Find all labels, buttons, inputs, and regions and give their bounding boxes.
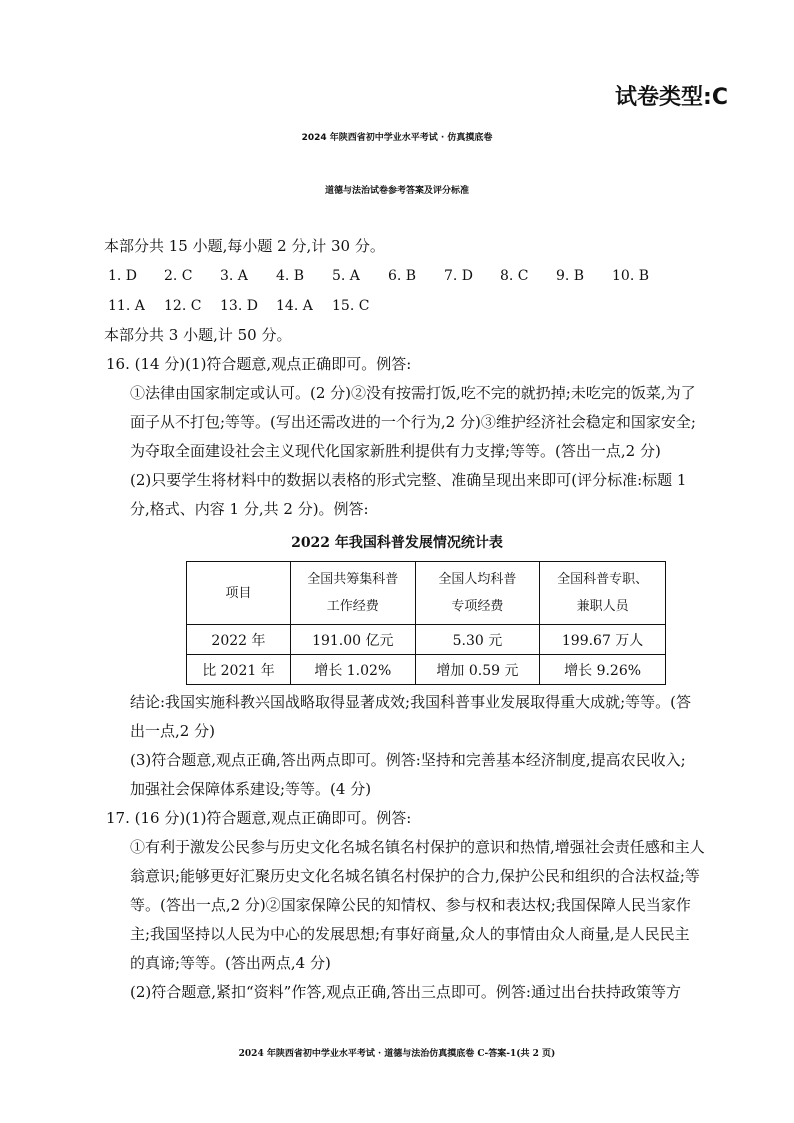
exam-title: 2024 年陕西省初中学业水平考试 · 仿真摸底卷 <box>301 133 493 143</box>
table-header-cell <box>415 562 540 625</box>
header-line: 工作经费 <box>326 599 379 614</box>
q17-line: 的真谛;等等。(答出两点,4 分) <box>130 954 331 972</box>
q17-line: (2)符合题意,紧扣“资料”作答,观点正确,答出三点即可。例答:通过出台扶持政策等方 <box>130 983 681 1001</box>
exam-subtitle: 道德与法治试卷参考答案及评分标准 <box>324 186 469 196</box>
q17-line: 17. (16 分)(1)符合题意,观点正确即可。例答: <box>106 809 412 827</box>
answer-item: 15. C <box>332 298 370 314</box>
answer-item: 10. B <box>612 268 650 284</box>
q17-line: 翁意识;能够更好汇聚历史文化名城名镇名村保护的合力,保护公民和组织的合法权益;等 <box>130 867 700 885</box>
header-line: 全国共筹集科普 <box>307 572 399 587</box>
answer-item: 2. C <box>164 268 193 284</box>
q17-line: 主;我国坚持以人民为中心的发展思想;有事好商量,众人的事情由众人商量,是人民民主 <box>130 925 690 943</box>
part1-intro: 本部分共 15 小题,每小题 2 分,计 30 分。 <box>104 237 385 255</box>
table-cell: 199.67 万人 <box>540 625 666 655</box>
header-line: 专项经费 <box>451 599 504 614</box>
answer-item: 11. A <box>108 298 145 314</box>
q16-line: 分,格式、内容 1 分,共 2 分)。例答: <box>130 500 369 518</box>
answers-row-1 <box>108 266 668 286</box>
header-line: 全国科普专职、 <box>557 572 649 587</box>
table-title: 2022 年我国科普发展情况统计表 <box>291 535 503 551</box>
table-cell: 增长 9.26% <box>540 655 666 685</box>
header-line: 全国人均科普 <box>438 572 517 587</box>
part2-intro: 本部分共 3 小题,计 50 分。 <box>104 326 292 344</box>
q16-line: 加强社会保障体系建设;等等。(4 分) <box>130 780 372 798</box>
table-cell: 增长 1.02% <box>290 655 415 685</box>
q17-line: ①有利于激发公民参与历史文化名城名镇名村保护的意识和热情,增强社会责任感和主人 <box>130 838 705 856</box>
answer-item: 3. A <box>220 268 248 284</box>
exam-type-label: 试卷类型:C <box>615 85 728 110</box>
table-row <box>187 625 666 655</box>
header-line: 兼职人员 <box>576 599 629 614</box>
q16-line: 为夺取全面建设社会主义现代化国家新胜利提供有力支撑;等等。(答出一点,2 分) <box>130 442 661 460</box>
statistics-table <box>186 561 666 685</box>
answer-item: 14. A <box>276 298 313 314</box>
q16-line: (3)符合题意,观点正确,答出两点即可。例答:坚持和完善基本经济制度,提高农民收入; <box>130 751 686 769</box>
answer-item: 5. A <box>332 268 360 284</box>
table-header-cell <box>290 562 415 625</box>
table-cell: 比 2021 年 <box>187 655 291 685</box>
table-cell: 2022 年 <box>187 625 291 655</box>
answer-item: 7. D <box>444 268 474 284</box>
q16-line: 面子从不打包;等等。(写出还需改进的一个行为,2 分)③维护经济社会稳定和国家安全; <box>130 413 696 431</box>
answer-item: 9. B <box>556 268 585 284</box>
table-header-cell <box>540 562 666 625</box>
q16-line: 出一点,2 分) <box>130 722 215 740</box>
q16-line: (2)只要学生将材料中的数据以表格的形式完整、准确呈现出来即可(评分标准:标题 1 <box>130 471 687 489</box>
q16-line: ①法律由国家制定或认可。(2 分)②没有按需打饭,吃不完的就扔掉;未吃完的饭菜,为了 <box>130 384 696 402</box>
table-header-cell: 项目 <box>187 562 291 625</box>
table-cell: 增加 0.59 元 <box>415 655 540 685</box>
answer-item: 12. C <box>164 298 202 314</box>
page-footer: 2024 年陕西省初中学业水平考试 · 道德与法治仿真摸底卷 C-答案-1(共 2 页) <box>238 1049 556 1059</box>
answer-item: 6. B <box>388 268 417 284</box>
table-cell: 5.30 元 <box>415 625 540 655</box>
answer-item: 13. D <box>220 298 258 314</box>
answers-row-2 <box>108 296 388 316</box>
table-cell: 191.00 亿元 <box>290 625 415 655</box>
q16-line: 结论:我国实施科教兴国战略取得显著成效;我国科普事业发展取得重大成就;等等。(答 <box>130 693 692 711</box>
answer-item: 8. C <box>500 268 529 284</box>
table-header-row <box>187 562 666 625</box>
q16-line: 16. (14 分)(1)符合题意,观点正确即可。例答: <box>106 355 412 373</box>
answer-item: 1. D <box>108 268 138 284</box>
q17-line: 等。(答出一点,2 分)②国家保障公民的知情权、参与权和表达权;我国保障人民当家作 <box>130 896 691 914</box>
answer-item: 4. B <box>276 268 305 284</box>
table-row <box>187 655 666 685</box>
